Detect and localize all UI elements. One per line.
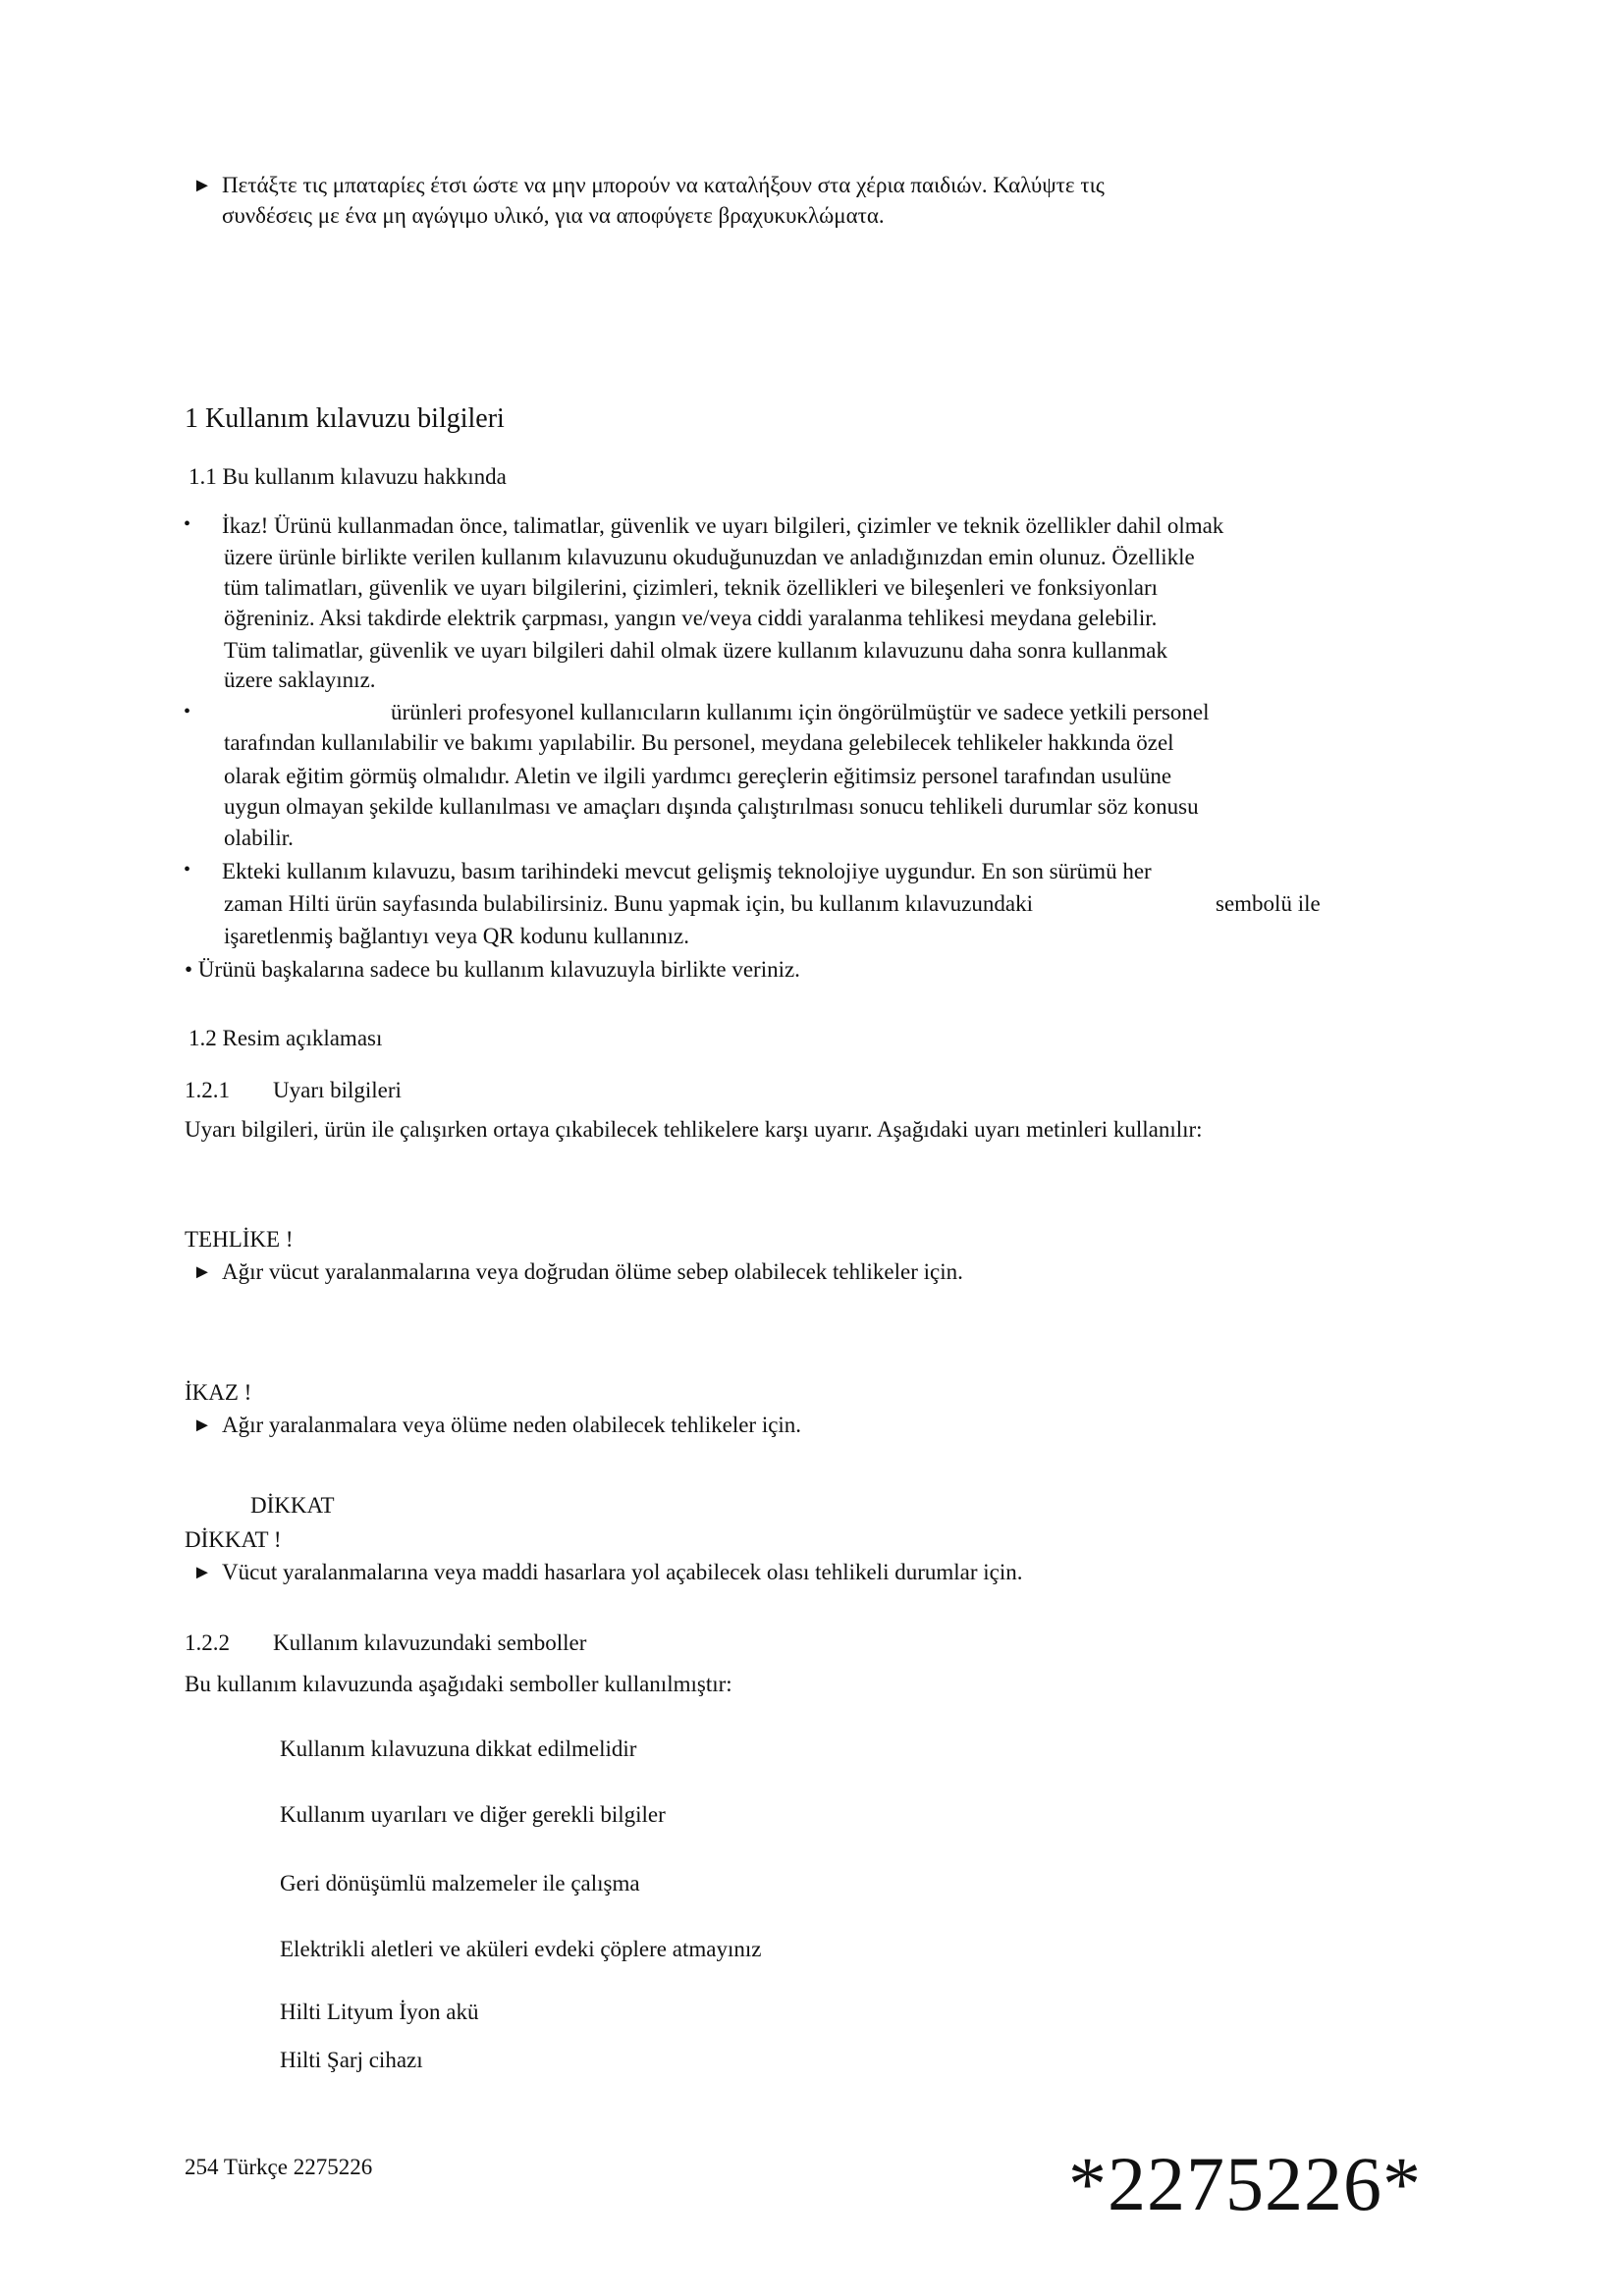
arrow-icon: ► xyxy=(192,1261,212,1283)
bullet-2-line3: olarak eğitim görmüş olmalıdır. Aletin ve ilgili yardımcı gereçlerin eğitimsiz personel tarafından usulüne xyxy=(224,764,1172,788)
bullet-3-line2-end: sembolü ile xyxy=(1216,891,1321,916)
bullet-1-line3: tüm talimatları, güvenlik ve uyarı bilgilerini, çizimleri, teknik özellikleri ve bileşenleri ve fonksiyonları xyxy=(224,575,1159,600)
symbol-item: Kullanım uyarıları ve diğer gerekli bilgiler xyxy=(280,1802,666,1827)
section-1-2-1-title: Uyarı bilgileri xyxy=(273,1078,402,1102)
bullet-1: • xyxy=(184,513,191,535)
warning-intro: Uyarı bilgileri, ürün ile çalışırken ortaya çıkabilecek tehlikelere karşı uyarır. Aşağıdaki uyarı metinleri kullanılır: xyxy=(185,1117,1203,1142)
bullet-2: • xyxy=(184,701,191,722)
caution-heading: DİKKAT xyxy=(250,1493,335,1518)
arrow-icon: ► xyxy=(192,175,212,196)
arrow-icon: ► xyxy=(192,1562,212,1583)
symbols-intro: Bu kullanım kılavuzunda aşağıdaki semboller kullanılmıştır: xyxy=(185,1672,732,1696)
caution-label: DİKKAT ! xyxy=(185,1527,282,1552)
bullet-3-line1: Ekteki kullanım kılavuzu, basım tarihindeki mevcut gelişmiş teknolojiye uygundur. En son sürümü her xyxy=(222,859,1152,883)
page-footer: 254 Türkçe 2275226 xyxy=(185,2155,373,2179)
bullet-1-line6: üzere saklayınız. xyxy=(224,667,376,692)
bullet-1-line4: öğreniniz. Aksi takdirde elektrik çarpması, yangın ve/veya ciddi yaralanma tehlikesi meydana gelebilir. xyxy=(224,606,1158,630)
barcode-text: *2275226* xyxy=(1068,2141,1422,2226)
caution-text: Vücut yaralanmalarına veya maddi hasarlara yol açabilecek olası tehlikeli durumlar için. xyxy=(222,1560,1023,1584)
section-1-1-title: 1.1 Bu kullanım kılavuzu hakkında xyxy=(189,464,507,489)
section-1-2-2-title: Kullanım kılavuzundaki semboller xyxy=(273,1630,587,1655)
section-1-2-2-number: 1.2.2 xyxy=(185,1630,230,1655)
symbol-item: Geri dönüşümlü malzemeler ile çalışma xyxy=(280,1871,640,1896)
danger-text: Ağır vücut yaralanmalarına veya doğrudan ölüme sebep olabilecek tehlikeler için. xyxy=(222,1259,963,1284)
bullet-1-line5: Tüm talimatlar, güvenlik ve uyarı bilgileri dahil olmak üzere kullanım kılavuzunu daha sonra kullanmak xyxy=(224,638,1167,663)
symbol-item: Kullanım kılavuzuna dikkat edilmelidir xyxy=(280,1736,637,1761)
arrow-icon: ► xyxy=(192,1415,212,1436)
warning-label: İKAZ ! xyxy=(185,1380,252,1405)
greek-warning-line1: Πετάξτε τις μπαταρίες έτσι ώστε να μην μπορούν να καταλήξουν στα χέρια παιδιών. Καλύψτε τις xyxy=(222,173,1105,197)
bullet-2-line5: olabilir. xyxy=(224,826,294,850)
section-1-2-title: 1.2 Resim açıklaması xyxy=(189,1026,383,1050)
bullet-1-line1: İkaz! Ürünü kullanmadan önce, talimatlar, güvenlik ve uyarı bilgileri, çizimler ve teknik özellikler dahil olmak xyxy=(222,513,1224,538)
danger-label: TEHLİKE ! xyxy=(185,1227,294,1252)
bullet-2-line2: tarafından kullanılabilir ve bakımı yapılabilir. Bu personel, meydana gelebilecek tehlikeler hakkında özel xyxy=(224,730,1174,755)
greek-warning-line2: συνδέσεις με ένα μη αγώγιμο υλικό, για να αποφύγετε βραχυκυκλώματα. xyxy=(222,203,885,228)
bullet-3-line3: işaretlenmiş bağlantıyı veya QR kodunu kullanınız. xyxy=(224,924,689,948)
symbol-item: Hilti Lityum İyon akü xyxy=(280,2000,479,2024)
bullet-1-line2: üzere ürünle birlikte verilen kullanım kılavuzunu okuduğunuzdan ve anladığınızdan emin olunuz. Özellikle xyxy=(224,545,1195,569)
warning-text: Ağır yaralanmalara veya ölüme neden olabilecek tehlikeler için. xyxy=(222,1413,802,1437)
symbol-item: Hilti Şarj cihazı xyxy=(280,2048,423,2072)
bullet-2-line4: uygun olmayan şekilde kullanılması ve amaçları dışında çalıştırılması sonucu tehlikeli durumlar söz konusu xyxy=(224,794,1199,819)
symbol-item: Elektrikli aletleri ve aküleri evdeki çöplere atmayınız xyxy=(280,1937,762,1961)
bullet-3-line2: zaman Hilti ürün sayfasında bulabilirsiniz. Bunu yapmak için, bu kullanım kılavuzundaki xyxy=(224,891,1033,916)
section-1-title: 1 Kullanım kılavuzu bilgileri xyxy=(185,403,505,434)
bullet-4: • Ürünü başkalarına sadece bu kullanım kılavuzuyla birlikte veriniz. xyxy=(185,957,800,982)
bullet-3: • xyxy=(184,859,191,881)
section-1-2-1-number: 1.2.1 xyxy=(185,1078,230,1102)
bullet-2-line1: ürünleri profesyonel kullanıcıların kullanımı için öngörülmüştür ve sadece yetkili personel xyxy=(391,700,1210,724)
